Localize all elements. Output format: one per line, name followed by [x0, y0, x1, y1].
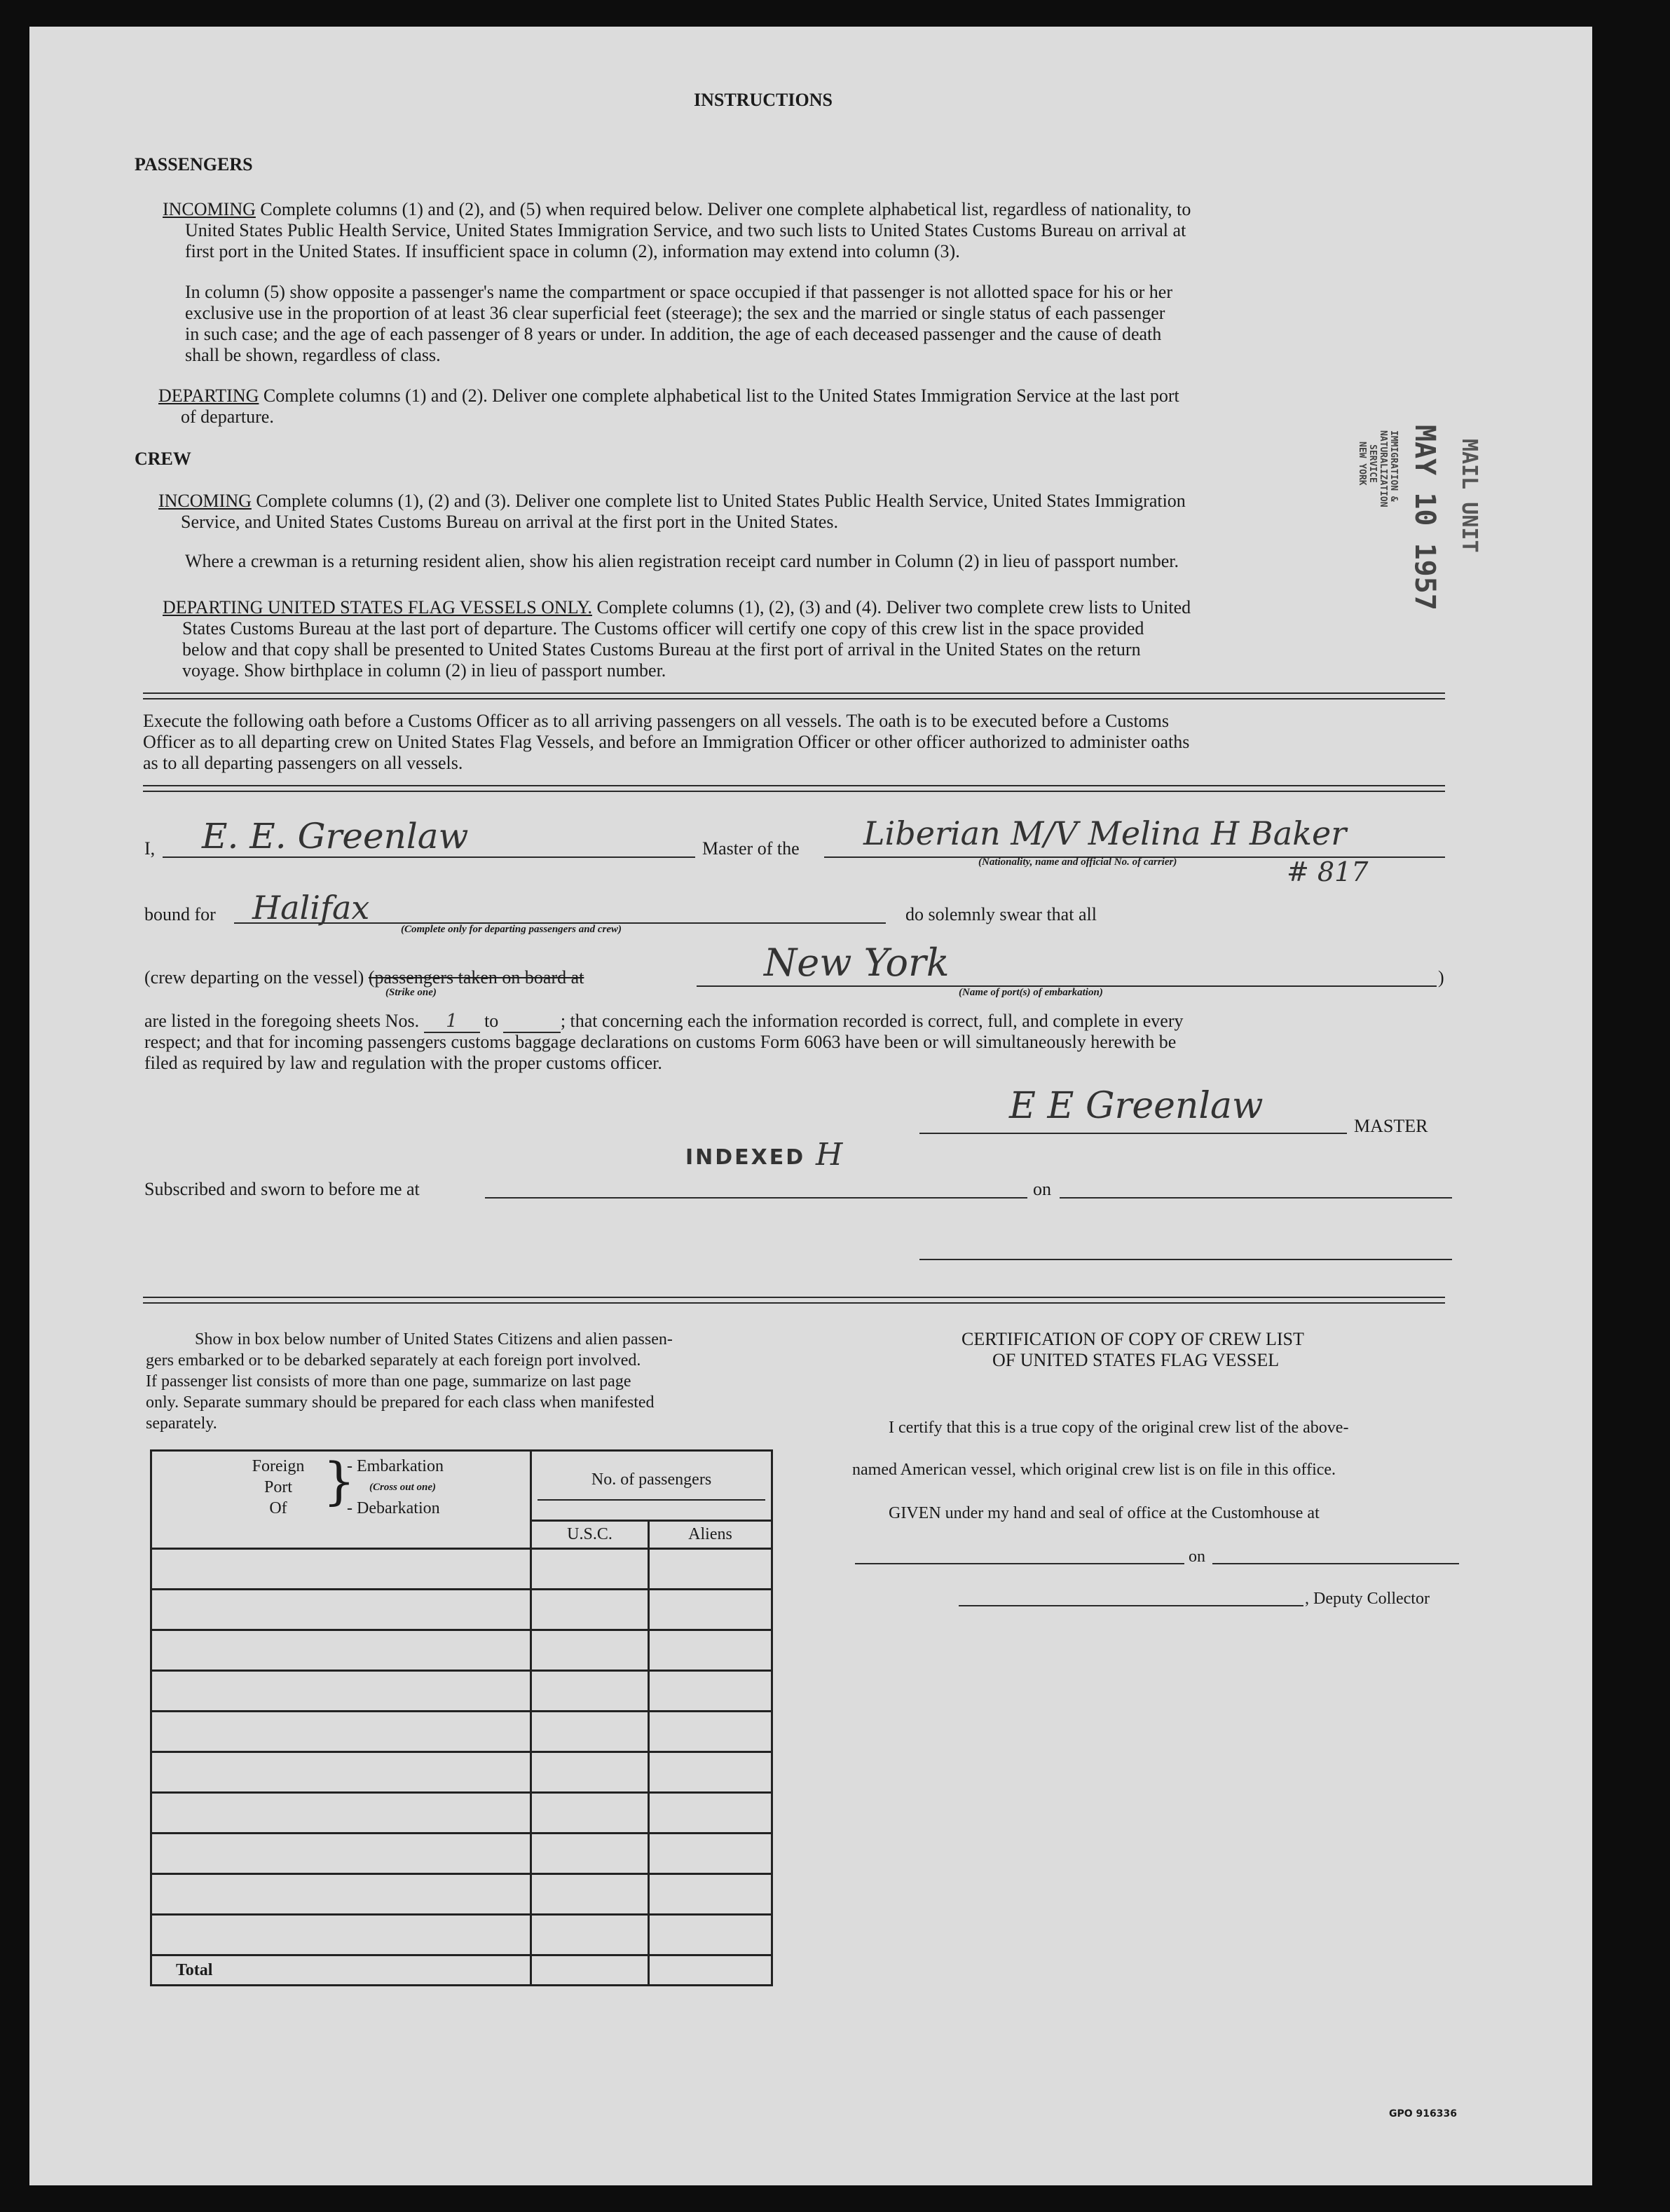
summary-intro-line-4: only. Separate summary should be prepared for each class when manifested	[146, 1393, 655, 1412]
crew-flag-line-4: voyage. Show birthplace in column (2) in lieu of passport number.	[182, 660, 666, 681]
passengers-departing-text: Complete columns (1) and (2). Deliver one complete alphabetical list to the United States Immigration Service at the last port	[259, 385, 1179, 406]
certification-title-2: OF UNITED STATES FLAG VESSEL	[992, 1350, 1280, 1370]
passengers-departing-line-1	[158, 385, 1179, 407]
listed-to-label: to	[484, 1011, 499, 1031]
usc-cell[interactable]	[531, 1874, 649, 1915]
mail-unit-stamp: MAIL UNIT	[1457, 439, 1481, 553]
embarkation-label: - Embarkation	[347, 1457, 444, 1475]
subscribed-label: Subscribed and sworn to before me at	[144, 1179, 420, 1199]
table-row	[151, 1915, 772, 1955]
aliens-cell[interactable]	[649, 1712, 772, 1752]
passengers-incoming-label: INCOMING	[163, 199, 256, 219]
oath-intro-line-3: as to all departing passengers on all vessels.	[143, 753, 463, 773]
total-aliens-cell[interactable]	[649, 1955, 772, 1986]
crew-flag-text: Complete columns (1), (2), (3) and (4). Deliver two complete crew lists to United	[592, 597, 1191, 617]
crew-passengers-line	[144, 967, 584, 988]
aliens-cell[interactable]	[649, 1915, 772, 1955]
certification-title-1: CERTIFICATION OF COPY OF CREW LIST	[961, 1329, 1304, 1349]
stamp-line-1: IMMIGRATION &	[1388, 430, 1399, 502]
port-caption: (Name of port(s) of embarkation)	[959, 987, 1103, 998]
port-cell[interactable]	[151, 1671, 531, 1712]
vessel-number[interactable]: # 817	[1287, 856, 1369, 887]
of-label: Of	[269, 1499, 287, 1517]
passengers-departing-label: DEPARTING	[158, 385, 259, 406]
usc-cell[interactable]	[531, 1671, 649, 1712]
swear-label: do solemnly swear that all	[905, 904, 1097, 924]
table-row	[151, 1549, 772, 1590]
port-cell[interactable]	[151, 1874, 531, 1915]
aliens-cell[interactable]	[649, 1590, 772, 1630]
listed-line-3: filed as required by law and regulation with the proper customs officer.	[144, 1053, 662, 1073]
usc-cell[interactable]	[531, 1915, 649, 1955]
usc-cell[interactable]	[531, 1590, 649, 1630]
table-row	[151, 1793, 772, 1834]
customhouse-place-line[interactable]	[855, 1563, 1184, 1564]
cross-out-caption: (Cross out one)	[369, 1482, 437, 1493]
page-title: INSTRUCTIONS	[694, 90, 833, 110]
no-passengers-label: No. of passengers	[538, 1470, 765, 1501]
port-cell[interactable]	[151, 1793, 531, 1834]
stamp-line-2: NATURALIZATION	[1378, 430, 1388, 507]
column5-line-4: shall be shown, regardless of class.	[185, 345, 441, 365]
usc-cell[interactable]	[531, 1712, 649, 1752]
vessel-field[interactable]: Liberian M/V Melina H Baker	[863, 814, 1347, 852]
table-row	[151, 1590, 772, 1630]
departing-caption: (Complete only for departing passengers and crew)	[401, 924, 622, 935]
usc-header: U.S.C.	[531, 1521, 649, 1549]
certification-body-1: I certify that this is a true copy of the original crew list of the above-	[889, 1419, 1349, 1437]
column5-line-3: in such case; and the age of each passenger of 8 years or under. In addition, the age of each deceased passenger and the cause of death	[185, 324, 1162, 344]
table-row	[151, 1712, 772, 1752]
summary-intro-line-2: gers embarked or to be debarked separately at each foreign port involved.	[146, 1351, 641, 1370]
customhouse-date-line[interactable]	[1212, 1563, 1459, 1564]
crew-flag-label: DEPARTING UNITED STATES FLAG VESSELS ONLY.	[163, 597, 592, 617]
crew-resident-line: Where a crewman is a returning resident alien, show his alien registration receipt card number in Column (2) in lieu of passport number.	[185, 551, 1179, 571]
received-date-stamp: MAY 10 1957	[1409, 425, 1441, 610]
total-row	[151, 1955, 772, 1986]
aliens-header: Aliens	[649, 1521, 772, 1549]
passengers-heading: PASSENGERS	[135, 154, 253, 175]
passengers-incoming-line-1	[163, 199, 1191, 220]
signature-line	[919, 1133, 1347, 1134]
usc-cell[interactable]	[531, 1793, 649, 1834]
certification-given: GIVEN under my hand and seal of office at the Customhouse at	[889, 1504, 1320, 1522]
usc-cell[interactable]	[531, 1549, 649, 1590]
destination-field[interactable]: Halifax	[252, 889, 370, 927]
aliens-cell[interactable]	[649, 1671, 772, 1712]
oath-intro-line-1: Execute the following oath before a Customs Officer as to all arriving passengers on all vessels. The oath is to be executed before a Customs	[143, 711, 1170, 731]
aliens-cell[interactable]	[649, 1874, 772, 1915]
master-of-label: Master of the	[702, 838, 800, 859]
listed-text-b: ; that concerning each the information recorded is correct, full, and complete in every	[560, 1011, 1184, 1031]
master-label: MASTER	[1354, 1116, 1428, 1136]
master-name-field[interactable]: E. E. Greenlaw	[202, 816, 469, 856]
passengers-departing-line-2: of departure.	[181, 407, 274, 427]
summary-intro-line-5: separately.	[146, 1414, 217, 1433]
crew-incoming-line-1	[158, 491, 1186, 512]
port-cell[interactable]	[151, 1549, 531, 1590]
oath-i-label: I,	[144, 838, 156, 859]
table-row	[151, 1752, 772, 1793]
divider	[143, 692, 1445, 699]
officer-signature-line[interactable]	[919, 1259, 1452, 1260]
divider	[143, 785, 1445, 792]
port-cell[interactable]	[151, 1590, 531, 1630]
indexed-stamp: INDEXED	[685, 1145, 806, 1170]
summary-intro-line-1: Show in box below number of United States Citizens and alien passen-	[195, 1330, 673, 1349]
table-row	[151, 1834, 772, 1874]
nationality-caption: (Nationality, name and official No. of carrier)	[978, 856, 1177, 868]
passengers-incoming-text: Complete columns (1) and (2), and (5) when required below. Deliver one complete alphabetical list, regardless of nationality, to	[255, 199, 1191, 219]
aliens-cell[interactable]	[649, 1549, 772, 1590]
port-field[interactable]: New York	[764, 941, 950, 985]
sheet-from-value: 1	[446, 1011, 458, 1032]
bound-for-label: bound for	[144, 904, 216, 924]
aliens-cell[interactable]	[649, 1793, 772, 1834]
table-row	[151, 1874, 772, 1915]
no-passengers-header	[531, 1451, 772, 1521]
crew-flag-line-2: States Customs Bureau at the last port of departure. The Customs officer will certify one copy of this crew list in the space provided	[182, 618, 1144, 639]
crew-departing-option[interactable]: (crew departing on the vessel)	[144, 967, 369, 988]
subscribed-place-line[interactable]	[485, 1197, 1027, 1199]
brace-icon: }	[323, 1452, 355, 1510]
passengers-option[interactable]: (passengers taken on board at	[368, 967, 584, 988]
table-header-row	[151, 1451, 772, 1521]
crew-incoming-line-2: Service, and United States Customs Bureau on arrival at the first port in the United States.	[181, 512, 838, 532]
port-cell[interactable]	[151, 1915, 531, 1955]
debarkation-label: - Debarkation	[347, 1499, 440, 1517]
summary-intro-line-3: If passenger list consists of more than one page, summarize on last page	[146, 1372, 631, 1391]
aliens-cell[interactable]	[649, 1630, 772, 1671]
sheet-to-field[interactable]	[503, 1011, 561, 1033]
listed-text-a: are listed in the foregoing sheets Nos.	[144, 1011, 420, 1031]
sheet-from-field[interactable]	[424, 1011, 480, 1033]
port-label: Port	[263, 1478, 292, 1496]
indexed-mark: H	[816, 1137, 843, 1173]
port-cell[interactable]	[151, 1630, 531, 1671]
usc-cell[interactable]	[531, 1752, 649, 1793]
passengers-incoming-line-2: United States Public Health Service, United States Immigration Service, and two such lists to United States Customs Bureau on arrival at	[185, 220, 1186, 240]
close-paren: )	[1438, 967, 1444, 988]
stamp-line-4: NEW YORK	[1357, 442, 1367, 486]
aliens-cell[interactable]	[649, 1834, 772, 1874]
crew-incoming-label: INCOMING	[158, 491, 252, 511]
certification-on-label: on	[1189, 1548, 1205, 1566]
listed-line-1	[144, 1011, 1184, 1033]
master-signature[interactable]: E E Greenlaw	[1009, 1085, 1264, 1127]
gpo-code: GPO 916336	[1389, 2108, 1457, 2119]
usc-cell[interactable]	[531, 1834, 649, 1874]
column5-line-2: exclusive use in the proportion of at least 36 clear superficial feet (steerage); the sex and the married or single status of each passenger	[185, 303, 1165, 323]
total-label: Total	[151, 1955, 531, 1986]
port-cell[interactable]	[151, 1752, 531, 1793]
passenger-summary-table	[150, 1449, 773, 1986]
crew-flag-line-3: below and that copy shall be presented to United States Customs Bureau at the first port of arrival in the United States on the return	[182, 639, 1141, 660]
stamp-line-3: SERVICE	[1367, 444, 1378, 483]
column5-line-1: In column (5) show opposite a passenger's name the compartment or space occupied if that passenger is not allotted space for his or her	[185, 282, 1172, 302]
master-name-line	[163, 856, 695, 858]
foreign-port-header	[151, 1451, 531, 1549]
certification-body-2: named American vessel, which original crew list is on file in this office.	[852, 1461, 1336, 1479]
crew-flag-line-1	[163, 597, 1191, 618]
usc-cell[interactable]	[531, 1630, 649, 1671]
port-cell[interactable]	[151, 1834, 531, 1874]
listed-line-2: respect; and that for incoming passengers customs baggage declarations on customs Form 6063 have been or will simultaneously herewith be	[144, 1032, 1177, 1052]
subscribed-on-label: on	[1033, 1179, 1051, 1199]
crew-incoming-text: Complete columns (1), (2) and (3). Deliver one complete list to United States Public Health Service, United States Immigration	[251, 491, 1186, 511]
crew-heading: CREW	[135, 449, 191, 469]
foreign-label: Foreign	[252, 1457, 305, 1475]
table-row	[151, 1671, 772, 1712]
total-usc-cell[interactable]	[531, 1955, 649, 1986]
passengers-incoming-line-3: first port in the United States. If insufficient space in column (2), information may extend into column (3).	[185, 241, 960, 261]
divider	[143, 1297, 1445, 1304]
aliens-cell[interactable]	[649, 1752, 772, 1793]
oath-intro-line-2: Officer as to all departing crew on United States Flag Vessels, and before an Immigration Officer or other officer authorized to administer oaths	[143, 732, 1190, 752]
strike-caption: (Strike one)	[385, 987, 437, 998]
deputy-collector-label: , Deputy Collector	[1305, 1590, 1430, 1608]
table-row	[151, 1630, 772, 1671]
deputy-signature-line[interactable]	[959, 1605, 1303, 1606]
subscribed-date-line[interactable]	[1060, 1197, 1452, 1199]
port-cell[interactable]	[151, 1712, 531, 1752]
